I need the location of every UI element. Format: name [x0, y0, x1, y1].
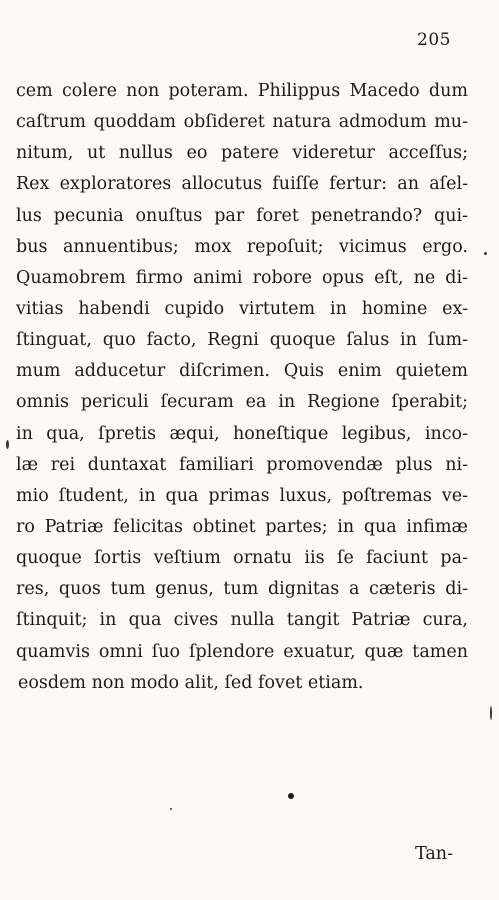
- text-line: læ rei duntaxat familiari promovendæ plus ni-: [16, 454, 468, 475]
- paper-speck: [170, 808, 172, 810]
- text-line: res, quos tum genus, tum dignitas a cæteris di-: [16, 579, 468, 600]
- paper-speck: [6, 440, 9, 449]
- body-text: [16, 76, 468, 699]
- text-line: omnis periculi ſecuram ea in Regione ſperabit;: [16, 392, 468, 413]
- text-line: ro Patriæ felicitas obtinet partes; in qua infimæ: [16, 516, 468, 537]
- text-line: bus annuentibus; mox repoſuit; vicimus ergo.: [16, 236, 468, 257]
- text-line: eosdem non modo alit, ſed fovet etiam.: [18, 672, 364, 693]
- page-number: 205: [417, 30, 451, 50]
- text-line: ſtinquit; in qua cives nulla tangit Patriæ cura,: [16, 610, 468, 631]
- text-line: in qua, ſpretis æqui, honeſtique legibus, inco-: [16, 423, 468, 444]
- text-line: lus pecunia onuſtus par foret penetrando? qui-: [16, 205, 468, 226]
- text-line: mum adducetur diſcrimen. Quis enim quietem: [16, 361, 468, 382]
- text-line: quoque ſortis veſtium ornatu iis ſe faciunt pa-: [16, 548, 468, 569]
- paper-speck: [288, 793, 294, 799]
- text-line: Rex exploratores allocutus fuiſſe fertur: an aſel-: [16, 174, 468, 195]
- text-line: quamvis omni ſuo ſplendore exuatur, quæ tamen: [16, 641, 468, 662]
- text-line: nitum, ut nullus eo patere videretur acceſſus;: [16, 143, 468, 164]
- text-line: caſtrum quoddam obſideret natura admodum mu-: [16, 112, 468, 133]
- text-line: ſtinguat, quo facto, Regni quoque ſalus in ſum-: [16, 330, 468, 351]
- text-line: cem colere non poteram. Philippus Macedo dum: [16, 81, 468, 101]
- text-line: vitias habendi cupido virtutem in homine ex-: [16, 298, 468, 319]
- text-line: Quamobrem firmo animi robore opus eſt, ne di-: [16, 267, 468, 288]
- catchword: Tan-: [415, 844, 453, 864]
- text-line: mio ſtudent, in qua primas luxus, poſtremas ve-: [16, 485, 468, 506]
- paper-speck: [490, 706, 492, 720]
- paper-speck: [484, 252, 487, 255]
